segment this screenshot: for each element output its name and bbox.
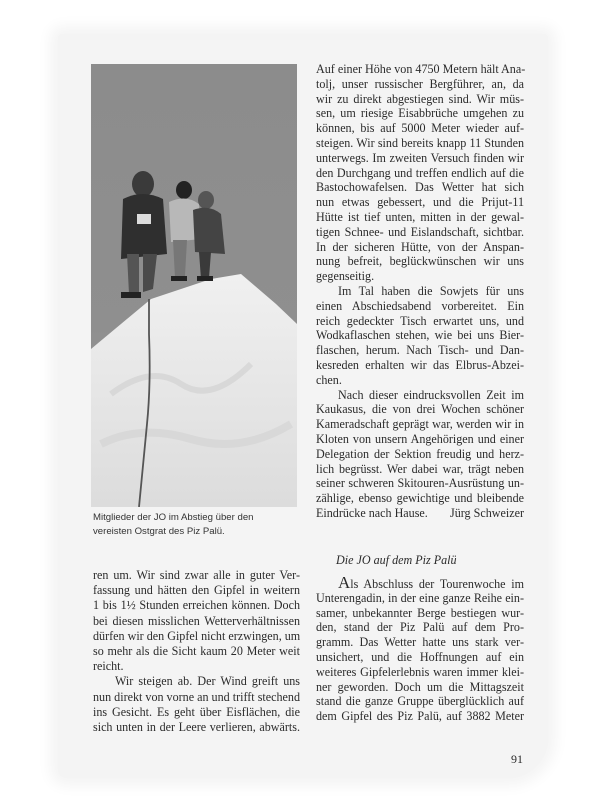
left-column-text [93,568,300,735]
text-line: einen Abschiedsabend vorbereitet. Ein [316,298,524,313]
right-column-text [316,62,524,521]
text-line: seiner schweren Skitouren-Ausrüstung un- [316,476,524,491]
text-line: unsichert, und die Hoffnungen auf ein [316,649,524,664]
text-line: lich begrüsst. Wer dabei war, trägt neben [316,461,524,476]
mountaineers-photo [91,64,297,507]
text-line: steigen. Wir sind bereits knapp 11 Stunden [316,135,524,150]
text-line: 1 bis 1½ Stunden erreichen können. Doch [93,598,300,613]
text-line: tolj, unser russischer Bergführer, an, da [316,76,524,91]
drop-cap: A [338,573,351,592]
paragraph [316,284,524,388]
text-line: ren um. Wir sind zwar alle in guter Ver- [93,568,300,582]
text-line: gramm. Das Wetter hatte uns stark ver- [316,635,524,650]
caption-line: Mitglieder der JO im Abstieg über den [93,512,254,523]
text-line: Delegation der Sektion freudig und herz- [316,446,524,461]
text-line: Auf einer Höhe von 4750 Metern hält Ana- [316,62,526,76]
text-line: dem Gipfel des Piz Palü, auf 3882 Meter [316,709,524,724]
text-line: dürfen wir den Gipfel nicht erzwingen, um [93,628,301,643]
text-line: samer, unbekannter Berge bestiegen wur- [316,605,524,620]
text-line: sen, um riesige Eisabbrüche umgehen zu [316,106,524,121]
section-text [316,573,524,724]
text-line: Kaukasus, die von drei Wochen schöner [316,402,524,417]
text-line: wir zu direkt abgestiegen sind. Wir müs- [316,91,524,106]
text-line: ner geworden. Doch um die Mittagszeit [316,679,524,694]
text-line: Nach dieser eindrucksvollen Zeit im [338,387,524,402]
text-line: Kameradschaft geprägt war, werden wir in [316,417,524,432]
caption-line: vereisten Ostgrat des Piz Palü. [93,526,225,537]
text-line: bei diesen misslichen Wetterverhältnissen [93,613,300,628]
text-line: stand die ganze Gruppe überglücklich auf [316,694,524,709]
text-line: den Durchgang und treffen endlich auf die [316,165,524,180]
paragraph [93,674,300,735]
paragraph [316,62,524,284]
text-line: unterwegs. Im zweiten Versuch finden wir [316,150,524,165]
text-line: Kloten von unsern Angehörigen und einer [316,431,524,446]
text-line: sich unten in der Leere verlieren, abwärts. [93,719,300,734]
text-line: nung befreit, beglückwünschen wir uns [316,254,524,269]
text-line: Hütte ist tief unten, mitten in der gewal- [316,209,524,224]
text-line: zählige, ebenso gewichtige und bleibende [316,491,524,506]
text-line: chen. [316,372,342,387]
text-line: können, bis auf 5000 Meter wieder auf- [316,121,524,136]
text-line: reicht. [93,659,124,674]
text-line: weiteres Gipfelerlebnis waren immer klei- [316,664,524,679]
paragraph [93,568,300,674]
first-line-rest: ls Abschluss der Tourenwoche im [350,577,524,591]
text-line: ins Gesicht. Es geht über Eisflächen, die [93,704,300,719]
text-line: nun direkt von vorne an und trifft stechend [93,689,300,704]
text-line: kesreden erhalten wir das Elbrus-Abzei- [316,357,524,372]
text-line: gegenseitig. [316,269,375,284]
signoff-line [316,506,524,521]
text-line: Unterengadin, in der eine ganze Reihe ein- [316,590,524,605]
closing-text: Eindrücke nach Hause. [316,505,428,520]
text-line: tigen Schnee- und Eislandschaft, sichtbar. [316,224,524,239]
text-line: den, stand der Piz Palü auf dem Pro- [316,620,524,635]
text-line: In der sicheren Hütte, von der Anspan- [316,239,524,254]
text-line: so mehr als die Sicht kaum 20 Meter weit [93,643,300,658]
text-line: Im Tal haben die Sowjets für uns [338,283,524,298]
text-line [316,573,524,592]
author-name: Jürg Schweizer [450,505,524,520]
text-line: fassung und hätten den Gipfel in weitern [93,583,300,598]
text-line: Wodkaflaschen stehen, wie bei uns Bier- [316,328,524,343]
paragraph [316,573,524,724]
text-line: flaschen, herum. Nach Tisch- und Dan- [316,343,524,358]
text-line: nun etwas gebessert, und die Prijut-11 [316,195,524,210]
text-line: Bastochowafelsen. Das Wetter hat sich [316,180,524,195]
paragraph [316,388,524,521]
photo-illustration [91,64,297,507]
section-title: Die JO auf dem Piz Palü [336,553,457,567]
text-line: reich gedeckter Tisch erwartet uns, und [316,313,524,328]
page-number: 91 [511,752,523,766]
text-line: Wir steigen ab. Der Wind greift uns [115,674,300,689]
photo-caption [93,511,303,539]
